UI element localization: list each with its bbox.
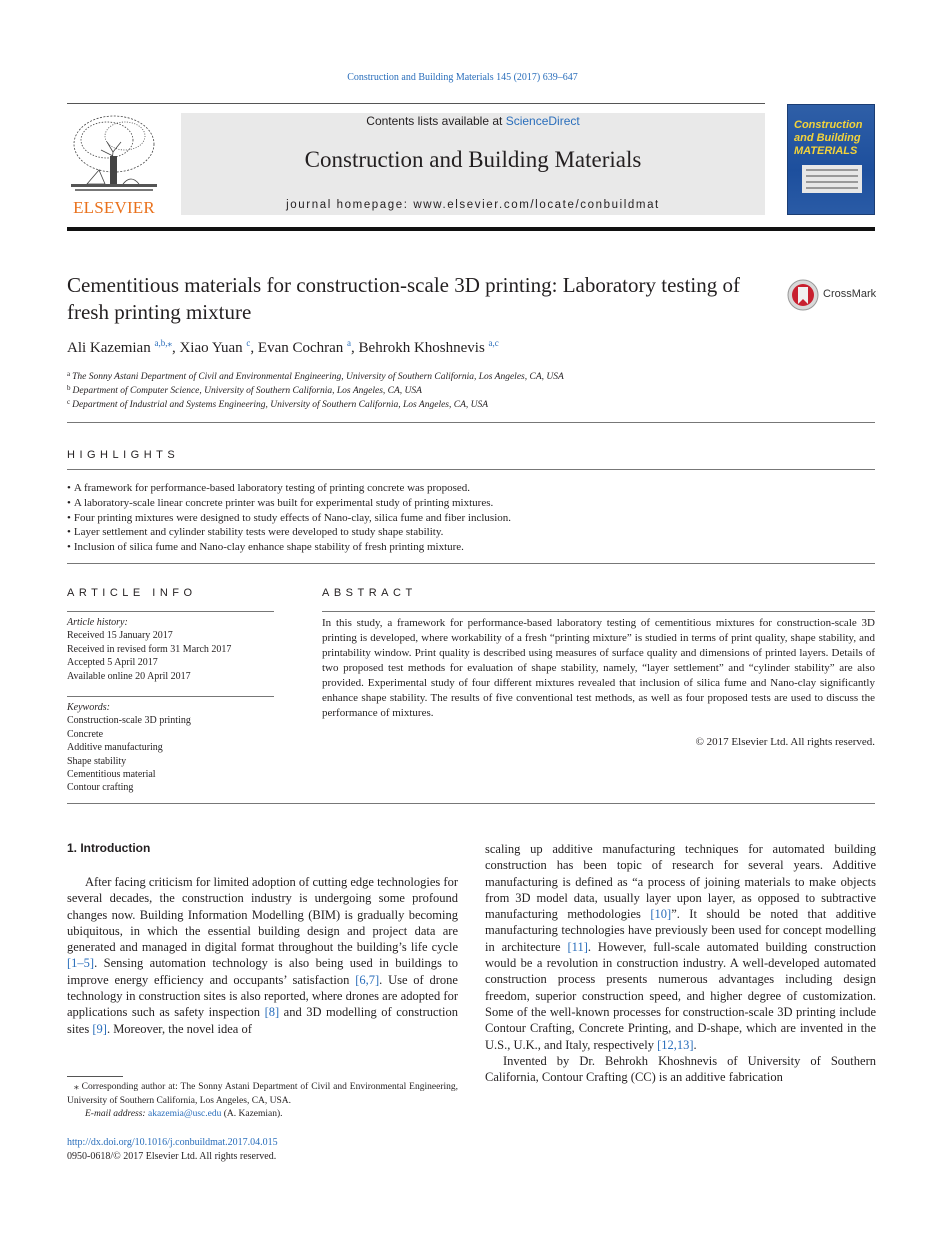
issn-copyright: 0950-0618/© 2017 Elsevier Ltd. All rights reserved. (67, 1151, 277, 1162)
crossmark-icon (787, 278, 819, 312)
article-title: Cementitious materials for construction-scale 3D printing: Laboratory testing of fresh printing mixture (67, 273, 740, 324)
journal-citation[interactable]: Construction and Building Materials 145 (2017) 639–647 (347, 72, 578, 83)
citation-link[interactable]: [11] (567, 939, 588, 954)
footnote-star: ⁎ (74, 1082, 79, 1092)
author-affiliation-ref[interactable]: a,c (488, 338, 499, 348)
citation-link[interactable]: [8] (264, 1005, 280, 1020)
author-list: Ali Kazemian $^{a,b,⁎}$, Xiao Yuan $^c$, Evan Cochran $^a$, Behrokh Khoshnevis $^{a,c}$ (67, 338, 499, 356)
body-text: . However, full-scale automated building construction would be a revolution in construction industry. A well-developed automated construction process presents numerous advantages including design freedom, superior construction speed, and higher degree of customization. Some of the well-known processes for construction-scale 3D printing include Contour Crafting, Concrete Printing, and D-shape, which are invented in the U.S., U.K., and Italy, respectively (485, 939, 876, 1052)
highlight-item: • Layer settlement and cylinder stability tests were developed to study shape stability. (67, 525, 875, 540)
highlights-list (67, 481, 875, 555)
affiliation (67, 384, 867, 396)
contents-line (181, 114, 765, 128)
author-name[interactable]: Evan Cochran (257, 340, 344, 356)
body-text: . Use of drone technology in construction sites is also reported, where drones are adopted for applications such as safety inspection (67, 972, 458, 1020)
body-paragraph: Invented by Dr. Behrokh Khoshnevis of University of Southern California, Contour Crafting (CC) is an additive fabrication (485, 1053, 876, 1085)
divider (67, 696, 274, 697)
author-name[interactable]: Xiao Yuan (179, 340, 243, 356)
body-text: After facing criticism for limited adoption of cutting edge technologies for several decades, the construction industry is undergoing some profound changes now. Building Information Modelling (BIM) is gradually becoming ubiquitous, in which the essential building design and project data are generated and managed in digital format throughout the building’s life cycle (67, 875, 458, 955)
citation-link[interactable]: [1–5] (67, 956, 95, 971)
crossmark-label: CrossMark (823, 288, 877, 300)
corresponding-author-footnote (67, 1081, 458, 1122)
journal-homepage[interactable]: journal homepage: www.elsevier.com/locate/conbuildmat (286, 199, 660, 211)
journal-banner (181, 113, 765, 215)
body-text: . Sensing automation technology is also being used in buildings to improve energy efficiency and occupants’ satisfaction (67, 956, 458, 987)
divider (67, 611, 274, 612)
header-thick-rule (67, 227, 875, 231)
highlight-item: • A laboratory-scale linear concrete printer was built for experimental study of printing mixtures. (67, 496, 875, 511)
citation-link[interactable]: [6,7] (355, 972, 380, 987)
affiliation-text: Department of Industrial and Systems Engineering, University of Southern California, Los Angeles, CA, USA (72, 400, 489, 410)
body-paragraph (485, 841, 876, 1053)
keyword-item: Construction-scale 3D printing (67, 715, 191, 727)
author-affiliation-ref[interactable]: a (347, 338, 352, 348)
body-text: scaling up additive manufacturing techniques for automated building construction has been topic of research for several years. Additive manufacturing is defined as “a process of joining materials to make objects from 3D model data, usually layer upon layer, as opposed to subtractive manufacturing methodologies (485, 842, 876, 922)
history-item: Accepted 5 April 2017 (67, 657, 158, 669)
divider (322, 611, 875, 612)
citation-link[interactable]: [12,13] (657, 1037, 694, 1052)
highlights-heading: HIGHLIGHTS (67, 449, 180, 461)
history-label: Article history: (67, 617, 128, 628)
cover-title: Construction and Building MATERIALS (794, 119, 863, 157)
affiliation-key: a (67, 370, 71, 378)
highlight-item: • Four printing mixtures were designed to study effects of Nano-clay, silica fume and fiber inclusion. (67, 511, 875, 526)
section-heading-introduction: 1. Introduction (67, 841, 151, 855)
affiliation-text: Department of Computer Science, University of Southern California, Los Angeles, CA, USA (72, 386, 422, 396)
contents-prefix: Contents lists available at (366, 114, 506, 128)
article-history (67, 616, 274, 683)
publisher-name: ELSEVIER (73, 198, 155, 217)
keyword-item: Concrete (67, 728, 104, 740)
body-text: . (693, 1037, 697, 1052)
body-paragraph (67, 874, 458, 1037)
citation-link[interactable]: [10] (650, 907, 672, 922)
history-item: Received 15 January 2017 (67, 630, 173, 642)
email-link[interactable]: akazemia@usc.edu (147, 1109, 222, 1119)
history-item: Received in revised form 31 March 2017 (67, 643, 232, 655)
history-item: Available online 20 April 2017 (67, 670, 191, 682)
divider (67, 422, 875, 423)
affiliation-key: c (67, 398, 71, 406)
keywords-label: Keywords: (67, 702, 110, 713)
author-affiliation-ref[interactable]: a,b,⁎ (154, 338, 172, 348)
highlight-item: • Inclusion of silica fume and Nano-clay enhance shape stability of fresh printing mixture. (67, 540, 875, 555)
abstract-copyright: © 2017 Elsevier Ltd. All rights reserved. (695, 736, 875, 748)
sciencedirect-link[interactable]: ScienceDirect (505, 114, 580, 128)
cover-inset (802, 165, 862, 193)
journal-cover (787, 104, 875, 215)
header-rule (67, 103, 765, 104)
keywords (67, 701, 274, 795)
keyword-item: Cementitious material (67, 769, 156, 781)
email-suffix: (A. Kazemian). (221, 1109, 283, 1119)
keyword-item: Additive manufacturing (67, 742, 163, 754)
article-info-heading: ARTICLE INFO (67, 587, 197, 599)
elsevier-logo (67, 112, 161, 218)
affiliation (67, 398, 867, 410)
body-text: and 3D modelling of construction sites (67, 1005, 458, 1036)
footnote-text: Corresponding author at: The Sonny Astani Department of Civil and Environmental Engineering, University of Southern California, Los Angeles, CA, USA. (67, 1082, 458, 1106)
doi-link[interactable]: http://dx.doi.org/10.1016/j.conbuildmat.2017.04.015 (67, 1137, 278, 1148)
body-text: ”. It should be noted that additive manufacturing technologies have previously been used for concept modelling in architecture (485, 907, 876, 954)
affiliation (67, 370, 867, 382)
keyword-item: Shape stability (67, 755, 127, 767)
citation-link[interactable]: [9] (92, 1021, 107, 1036)
divider (67, 469, 875, 470)
highlight-item: • A framework for performance-based laboratory testing of printing concrete was proposed. (67, 481, 875, 496)
abstract-heading: ABSTRACT (322, 587, 417, 599)
divider (67, 803, 875, 804)
email-label: E-mail address: (85, 1109, 148, 1119)
author-affiliation-ref[interactable]: c (246, 338, 251, 348)
divider (67, 563, 875, 564)
elsevier-tree-icon (67, 112, 161, 196)
body-column-right (485, 841, 876, 1085)
crossmark-badge[interactable] (787, 278, 877, 312)
author-name[interactable]: Behrokh Khoshnevis (358, 340, 485, 356)
body-text: . Moreover, the novel idea of (106, 1021, 252, 1036)
author-name[interactable]: Ali Kazemian (67, 340, 151, 356)
affiliation-key: b (67, 384, 71, 392)
keyword-item: Contour crafting (67, 782, 134, 794)
footnote-rule (67, 1076, 123, 1077)
journal-name: Construction and Building Materials (304, 147, 642, 172)
abstract-text: In this study, a framework for performance-based laboratory testing of cementitious mixtures for construction-scale 3D printing is developed, where workability of a fresh “printing mixture” is studied in terms of print quality, shape stability, and printability window. Print quality is described using measures of surface quality and dimensions of printed layers. Details of two proposed test methods for evaluation of shape stability, namely, “layer settlement” and “cylinder stability” are also provided. Experimental study of four different mixtures revealed that inclusion of silica fume and Nano-clay significantly enhance shape stability. The results of five conventional test methods, as well as four proposed tests are used to discuss the performance of mixtures. (322, 617, 875, 719)
body-column-left (67, 874, 458, 1037)
affiliation-text: The Sonny Astani Department of Civil and Environmental Engineering, University of Southern California, Los Angeles, CA, USA (72, 372, 564, 382)
